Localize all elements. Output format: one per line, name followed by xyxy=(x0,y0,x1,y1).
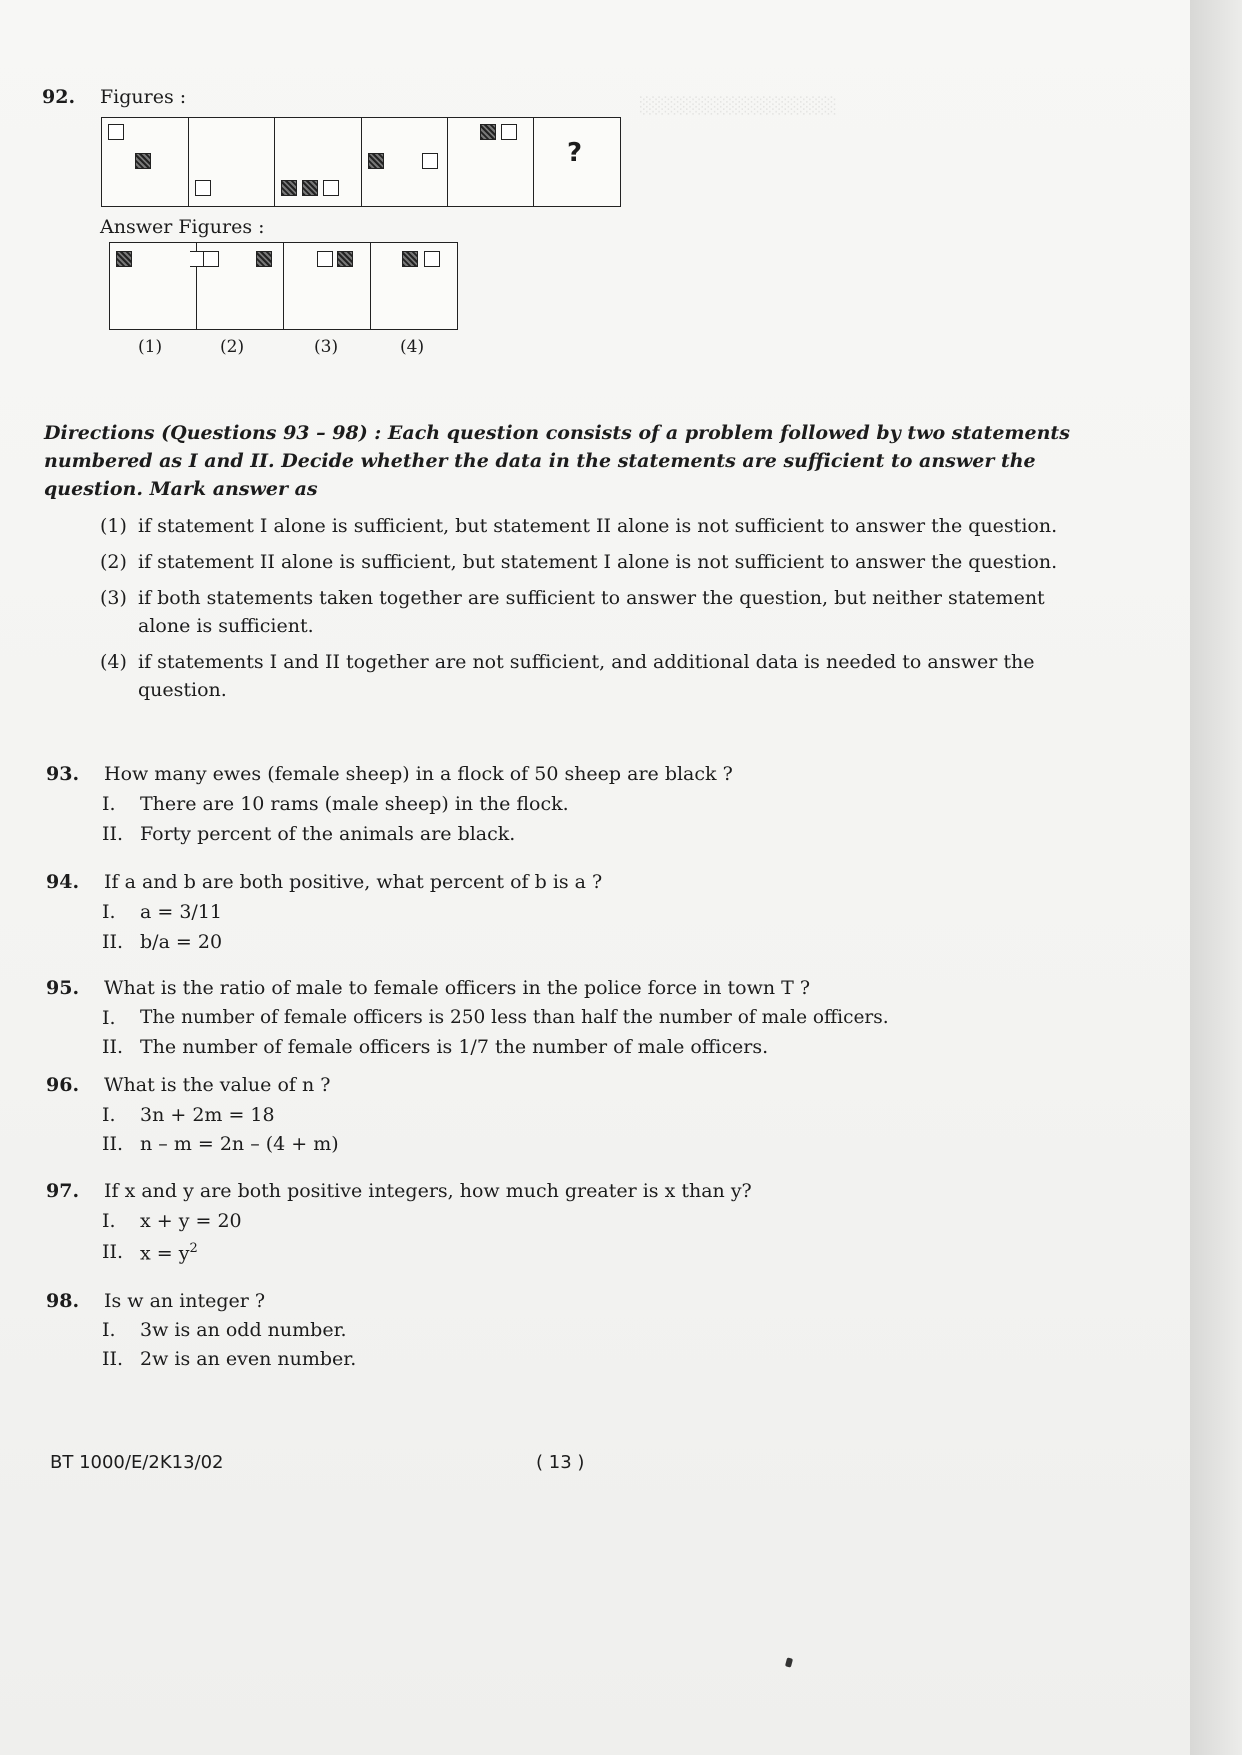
question-number: 95. xyxy=(46,977,80,999)
direction-option xyxy=(100,512,1070,540)
q92-number: 92. xyxy=(42,86,76,108)
direction-option-text: if statements I and II together are not sufficient, and additional data is needed to answer the question. xyxy=(138,651,1035,701)
statement-1: The number of female officers is 250 less than half the number of male officers. xyxy=(140,1007,889,1028)
direction-option xyxy=(100,548,1070,576)
statement-key: I. xyxy=(102,901,116,923)
statement-key: II. xyxy=(102,931,124,953)
page-number: ( 13 ) xyxy=(536,1452,585,1473)
directions-options xyxy=(100,512,1070,704)
statement-key: I. xyxy=(102,1104,116,1126)
question-text: How many ewes (female sheep) in a flock of 50 sheep are black ? xyxy=(104,763,733,785)
problem-figure-3 xyxy=(275,118,362,206)
question-number: 98. xyxy=(46,1290,80,1312)
statement-key: II. xyxy=(102,823,124,845)
answer-figure-1[interactable] xyxy=(110,243,197,329)
direction-option-key: (1) xyxy=(100,515,127,537)
question-number: 93. xyxy=(46,763,80,785)
answer-figure-2[interactable] xyxy=(197,243,284,329)
direction-option xyxy=(100,584,1070,640)
shaded-square-icon xyxy=(256,251,272,267)
shaded-square-icon xyxy=(368,153,384,169)
statement-1: a = 3/11 xyxy=(140,901,222,923)
problem-figure-5 xyxy=(448,118,534,206)
answer-option-label: (3) xyxy=(314,337,339,357)
statement-1: There are 10 rams (male sheep) in the flock. xyxy=(140,793,569,815)
q92-label: Figures : xyxy=(100,86,187,108)
shaded-square-icon xyxy=(135,153,151,169)
statement-key: II. xyxy=(102,1133,124,1155)
statement-2 xyxy=(140,1241,198,1264)
answer-option-label: (4) xyxy=(400,337,425,357)
statement-2-base: x = y xyxy=(140,1242,190,1265)
answer-figures xyxy=(109,242,458,330)
statement-1: 3n + 2m = 18 xyxy=(140,1104,275,1126)
statement-1: 3w is an odd number. xyxy=(140,1319,347,1341)
problem-figure-missing xyxy=(534,118,620,206)
shaded-square-icon xyxy=(402,251,418,267)
statement-2: 2w is an even number. xyxy=(140,1348,357,1370)
question-mark: ? xyxy=(567,138,583,168)
shaded-square-icon xyxy=(116,251,132,267)
directions-text: Directions (Questions 93 – 98) : Each question consists of a problem followed by two statements numbered as I and II. Decide whether the data in the statements are sufficient to answer the question. Mark answer as xyxy=(44,422,1070,500)
hollow-square-icon xyxy=(195,180,211,196)
paper-code: BT 1000/E/2K13/02 xyxy=(50,1452,224,1473)
direction-option-key: (4) xyxy=(100,651,127,673)
statement-key: I. xyxy=(102,793,116,815)
answer-option-label: (1) xyxy=(138,337,163,357)
statement-key: II. xyxy=(102,1348,124,1370)
shaded-square-icon xyxy=(337,251,353,267)
hollow-square-icon xyxy=(317,251,333,267)
answer-option-label: (2) xyxy=(220,337,245,357)
shaded-square-icon xyxy=(302,180,318,196)
statement-key: I. xyxy=(102,1319,116,1341)
question-number: 96. xyxy=(46,1074,80,1096)
bleed-through-text: ░░░░░░░░░░░░░░░░ xyxy=(640,96,837,115)
question-text: If a and b are both positive, what percent of b is a ? xyxy=(104,871,603,893)
statement-2: The number of female officers is 1/7 the number of male officers. xyxy=(140,1036,769,1058)
shaded-square-icon xyxy=(281,180,297,196)
statement-2-exponent: 2 xyxy=(189,1241,198,1256)
statement-key: II. xyxy=(102,1036,124,1058)
direction-option-key: (3) xyxy=(100,587,127,609)
hollow-square-icon xyxy=(108,124,124,140)
ink-speck xyxy=(785,1657,793,1667)
question-number: 97. xyxy=(46,1180,80,1202)
hollow-square-icon xyxy=(323,180,339,196)
hollow-square-icon xyxy=(501,124,517,140)
statement-key: I. xyxy=(102,1007,116,1029)
problem-figures xyxy=(101,117,621,207)
hollow-square-icon xyxy=(203,251,219,267)
answer-figure-4[interactable] xyxy=(371,243,457,329)
question-text: Is w an integer ? xyxy=(104,1290,266,1312)
direction-option-key: (2) xyxy=(100,551,127,573)
statement-2: b/a = 20 xyxy=(140,931,223,953)
question-text: What is the value of n ? xyxy=(104,1074,331,1096)
direction-option xyxy=(100,648,1070,704)
hollow-square-icon xyxy=(422,153,438,169)
question-number: 94. xyxy=(46,871,80,893)
hollow-square-icon xyxy=(424,251,440,267)
statement-1: x + y = 20 xyxy=(140,1210,242,1232)
problem-figure-1 xyxy=(102,118,189,206)
direction-option-text: if statement I alone is sufficient, but statement II alone is not sufficient to answer the question. xyxy=(138,515,1058,537)
answer-figures-label: Answer Figures : xyxy=(100,216,265,238)
statement-key: II. xyxy=(102,1241,124,1263)
statement-2: Forty percent of the animals are black. xyxy=(140,823,516,845)
page-edge-shadow xyxy=(1190,0,1242,1755)
statement-key: I. xyxy=(102,1210,116,1232)
problem-figure-2 xyxy=(189,118,275,206)
direction-option-text: if statement II alone is sufficient, but statement I alone is not sufficient to answer the question. xyxy=(138,551,1058,573)
shaded-square-icon xyxy=(480,124,496,140)
answer-figure-3[interactable] xyxy=(284,243,371,329)
statement-2: n – m = 2n – (4 + m) xyxy=(140,1133,339,1155)
question-text: What is the ratio of male to female officers in the police force in town T ? xyxy=(104,977,811,999)
problem-figure-4 xyxy=(362,118,448,206)
direction-option-text: if both statements taken together are sufficient to answer the question, but neither statement alone is sufficient. xyxy=(138,587,1045,637)
question-text: If x and y are both positive integers, how much greater is x than y? xyxy=(104,1180,752,1202)
